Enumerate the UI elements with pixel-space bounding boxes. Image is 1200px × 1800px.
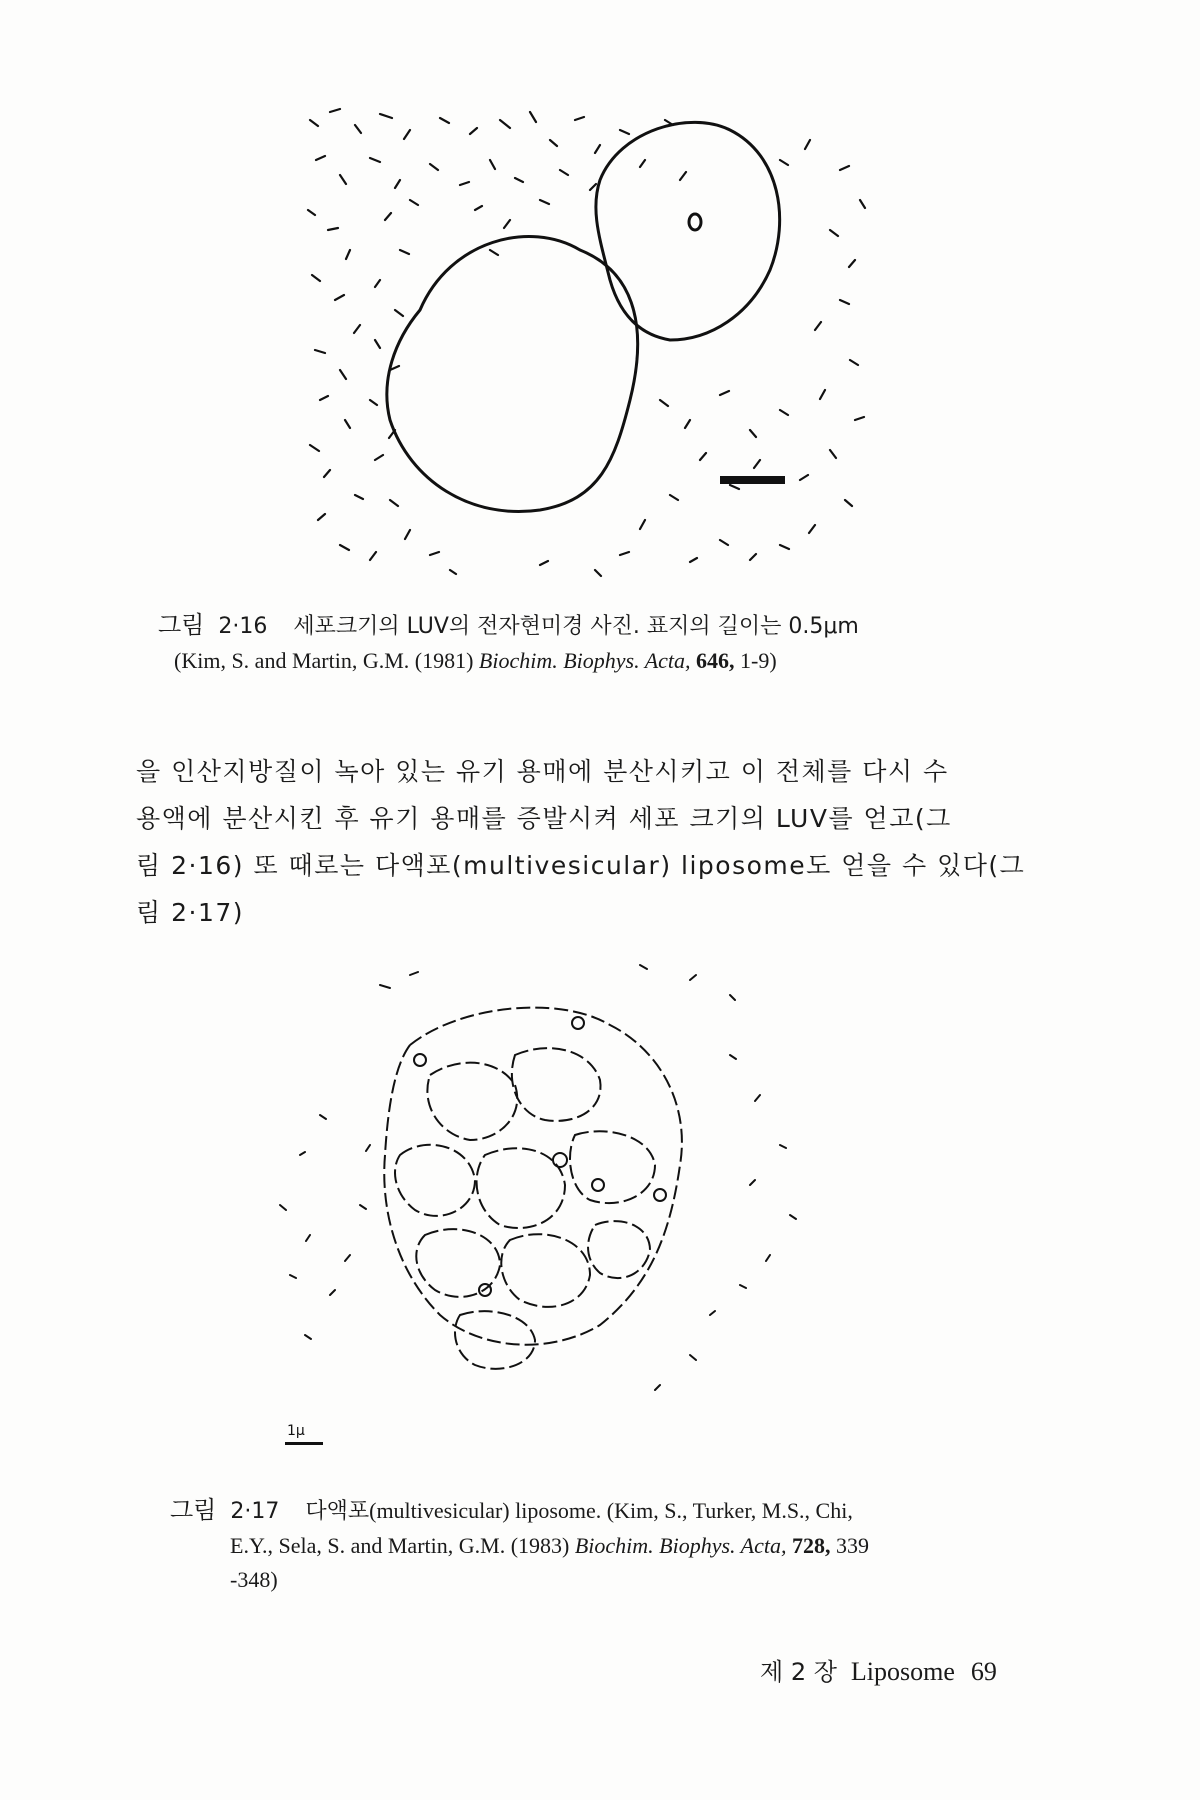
reference-authors: (Kim, S. and Martin, G.M. (1981) xyxy=(174,648,479,673)
caption-line2-journal: Biochim. Biophys. Acta, xyxy=(574,1533,787,1558)
figure-2-17-caption xyxy=(170,1493,1050,1597)
small-vesicle xyxy=(596,122,780,340)
vesicle-circles xyxy=(414,1017,666,1296)
reference-pages: 1-9) xyxy=(734,648,777,673)
scale-bar-2 xyxy=(285,1442,323,1445)
caption-reference-line-3: -348) xyxy=(230,1567,278,1592)
figure-2-16-caption xyxy=(158,608,1058,678)
footer-chapter: 제 2 장 xyxy=(760,1658,837,1686)
reference-journal: Biochim. Biophys. Acta, xyxy=(478,648,691,673)
caption-label: 그림 xyxy=(158,611,205,639)
micrograph-speckle xyxy=(308,109,865,576)
body-line: 림 2·16) 또 때로는 다액포(multivesicular) liposome도 얻을 수 있다(그 xyxy=(136,851,1026,880)
caption-reference-line-2 xyxy=(230,1529,1050,1563)
caption-text: 다액포(multivesicular) liposome. (Kim, S., Turker, M.S., Chi, xyxy=(305,1498,853,1523)
caption-line2-pages: 339 xyxy=(830,1533,869,1558)
caption-number: 2·17 xyxy=(230,1499,280,1524)
body-line: 용액에 분산시킨 후 유기 용매를 증발시켜 세포 크기의 LUV를 얻고(그 xyxy=(136,804,952,833)
caption-number: 2·16 xyxy=(218,614,268,639)
page-number: 69 xyxy=(970,1657,997,1686)
reference-volume: 646, xyxy=(696,648,735,673)
caption-line2-authors: E.Y., Sela, S. and Martin, G.M. (1983) xyxy=(230,1533,575,1558)
multivesicular-membranes xyxy=(384,1008,682,1369)
page-footer xyxy=(760,1652,997,1687)
body-paragraph xyxy=(136,748,1066,936)
large-vesicle xyxy=(387,237,638,512)
caption-text: 세포크기의 LUV의 전자현미경 사진. 표지의 길이는 0.5μm xyxy=(293,614,859,639)
micrograph-speckle-2 xyxy=(280,965,796,1390)
figure-2-17-scale-label: 1μ xyxy=(287,1423,305,1439)
figure-2-17-micrograph xyxy=(260,955,900,1465)
body-line: 림 2·17) xyxy=(136,898,245,927)
scale-bar xyxy=(720,476,785,484)
caption-reference xyxy=(174,644,1058,678)
caption-line2-volume: 728, xyxy=(791,1533,831,1558)
caption-label: 그림 xyxy=(170,1496,217,1524)
body-line: 을 인산지방질이 녹아 있는 유기 용매에 분산시키고 이 전체를 다시 수 xyxy=(136,757,949,786)
figure-2-16-micrograph xyxy=(300,100,880,580)
footer-title: Liposome xyxy=(850,1657,955,1686)
